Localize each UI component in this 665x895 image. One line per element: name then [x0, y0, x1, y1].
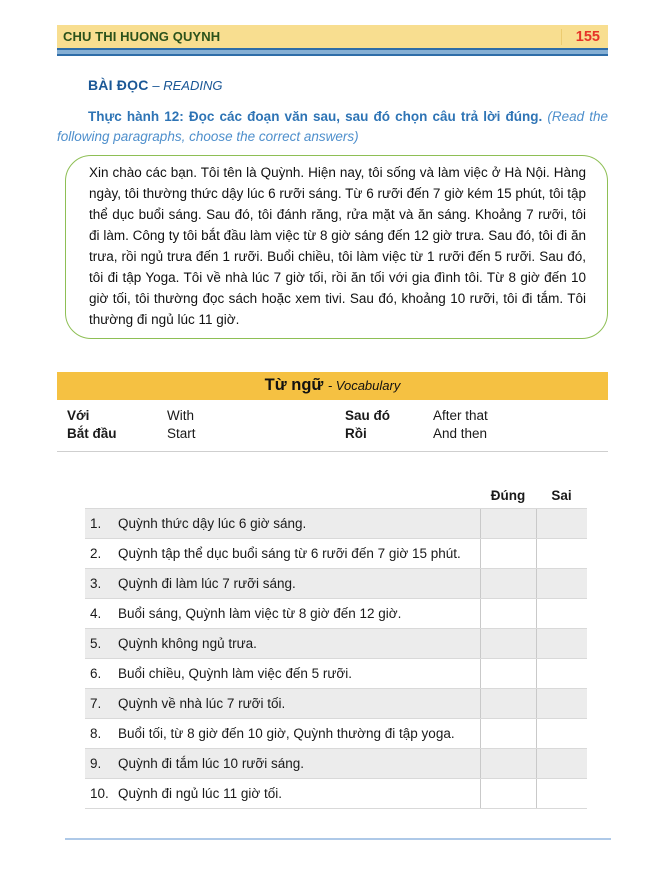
statement-number: 7. — [90, 696, 102, 711]
vocab-term: Bắt đầu — [67, 426, 117, 441]
section-heading-english: – READING — [152, 78, 223, 93]
answer-cell-true — [480, 599, 536, 628]
statement-number: 6. — [90, 666, 102, 681]
statement-number: 9. — [90, 756, 102, 771]
vocabulary-title-english: - Vocabulary — [327, 378, 401, 393]
practice-instruction-vietnamese: Thực hành 12: Đọc các đoạn văn sau, sau đó chọn câu trả lời đúng. — [88, 109, 543, 124]
quiz-row — [85, 569, 587, 599]
true-false-quiz — [85, 488, 587, 809]
page — [57, 25, 608, 840]
answer-cell-true — [480, 629, 536, 658]
answer-cell-true — [480, 689, 536, 718]
statement-number: 3. — [90, 576, 102, 591]
quiz-row — [85, 539, 587, 569]
answer-cell-false — [536, 539, 587, 568]
statement-text: Quỳnh đi làm lúc 7 rưỡi sáng. — [118, 576, 296, 591]
quiz-row — [85, 599, 587, 629]
vocab-definition: After that — [433, 408, 488, 423]
practice-instruction-english: (Read the following paragraphs, choose the correct answers) — [57, 109, 608, 144]
statement-number: 1. — [90, 516, 102, 531]
practice-instruction — [57, 107, 608, 147]
quiz-row — [85, 749, 587, 779]
answer-cell-true — [480, 719, 536, 748]
statement-text: Buổi tối, từ 8 giờ đến 10 giờ, Quỳnh thường đi tập yoga. — [118, 726, 455, 741]
true-column-header: Đúng — [490, 488, 526, 503]
answer-cell-true — [480, 749, 536, 778]
false-column-header: Sai — [551, 488, 572, 503]
section-heading-vietnamese: BÀI ĐỌC — [88, 77, 149, 93]
vocabulary-title-vietnamese: Từ ngữ — [264, 376, 324, 394]
answer-cell-true — [480, 779, 536, 808]
vocab-term: Rồi — [345, 426, 367, 441]
quiz-column-headers — [85, 488, 587, 503]
page-header-band — [57, 25, 608, 48]
answer-cell-false — [536, 749, 587, 778]
quiz-table — [85, 508, 587, 809]
statement-number: 2. — [90, 546, 102, 561]
vocabulary-table — [57, 400, 608, 452]
reading-passage-box — [65, 155, 608, 339]
answer-cell-false — [536, 779, 587, 808]
statement-number: 8. — [90, 726, 102, 741]
answer-cell-false — [536, 689, 587, 718]
answer-cell-false — [536, 629, 587, 658]
statement-number: 5. — [90, 636, 102, 651]
answer-cell-true — [480, 569, 536, 598]
statement-text: Quỳnh tập thể dục buổi sáng từ 6 rưỡi đến 7 giờ 15 phút. — [118, 546, 461, 561]
statement-text: Buổi sáng, Quỳnh làm việc từ 8 giờ đến 12 giờ. — [118, 606, 402, 621]
quiz-row — [85, 779, 587, 809]
author-title: CHU THI HUONG QUYNH — [63, 29, 221, 44]
vocab-term: Với — [67, 408, 90, 423]
footer-divider-rule — [65, 838, 611, 840]
answer-cell-true — [480, 659, 536, 688]
statement-number: 10. — [90, 786, 109, 801]
quiz-row — [85, 689, 587, 719]
section-heading — [88, 77, 608, 93]
quiz-row — [85, 719, 587, 749]
vocab-definition: And then — [433, 426, 488, 441]
answer-cell-false — [536, 509, 587, 538]
quiz-row — [85, 509, 587, 539]
page-number: 155 — [561, 29, 600, 45]
statement-text: Quỳnh thức dậy lúc 6 giờ sáng. — [118, 516, 307, 531]
quiz-row — [85, 659, 587, 689]
answer-cell-false — [536, 569, 587, 598]
reading-passage-text: Xin chào các bạn. Tôi tên là Quỳnh. Hiện nay, tôi sống và làm việc ở Hà Nội. Hàng ngày, tôi thường thức dậy lúc 6 rưỡi sáng. Từ 6 rưỡi đến 7 giờ kém 15 phút, tôi tập thể dục buổi sáng. Sau đó, tôi đánh răng, rửa mặt và ăn sáng. Khoảng 7 rưỡi, tôi đi làm. Công ty tôi bắt đầu làm việc từ 8 giờ sáng đến 12 giờ trưa. Sau đó, tôi đi ăn trưa, rồi ngủ trưa đến 1 rưỡi. Buổi chiều, tôi làm việc từ 1 rưỡi đến 5 rưỡi. Sau đó, tôi đi tập Yoga. Tôi về nhà lúc 7 giờ tối, rồi ăn tối với gia đình tôi. Từ 8 giờ đến 10 giờ tối, tôi thường đọc sách hoặc xem tivi. Sau đó, khoảng 10 rưỡi, tôi đi tắm. Tôi thường đi ngủ lúc 11 giờ. — [89, 165, 586, 327]
vocabulary-banner — [57, 372, 608, 400]
statement-text: Quỳnh đi ngủ lúc 11 giờ tối. — [118, 786, 282, 801]
statement-number: 4. — [90, 606, 102, 621]
header-divider-rule — [57, 48, 608, 56]
quiz-row — [85, 629, 587, 659]
answer-cell-true — [480, 509, 536, 538]
answer-cell-false — [536, 599, 587, 628]
vocab-definition: With — [167, 408, 194, 423]
statement-text: Quỳnh đi tắm lúc 10 rưỡi sáng. — [118, 756, 304, 771]
answer-cell-true — [480, 539, 536, 568]
statement-text: Quỳnh không ngủ trưa. — [118, 636, 257, 651]
vocab-definition: Start — [167, 426, 196, 441]
statement-text: Buổi chiều, Quỳnh làm việc đến 5 rưỡi. — [118, 666, 353, 681]
answer-cell-false — [536, 719, 587, 748]
statement-text: Quỳnh về nhà lúc 7 rưỡi tối. — [118, 696, 286, 711]
vocab-term: Sau đó — [345, 408, 391, 423]
answer-cell-false — [536, 659, 587, 688]
